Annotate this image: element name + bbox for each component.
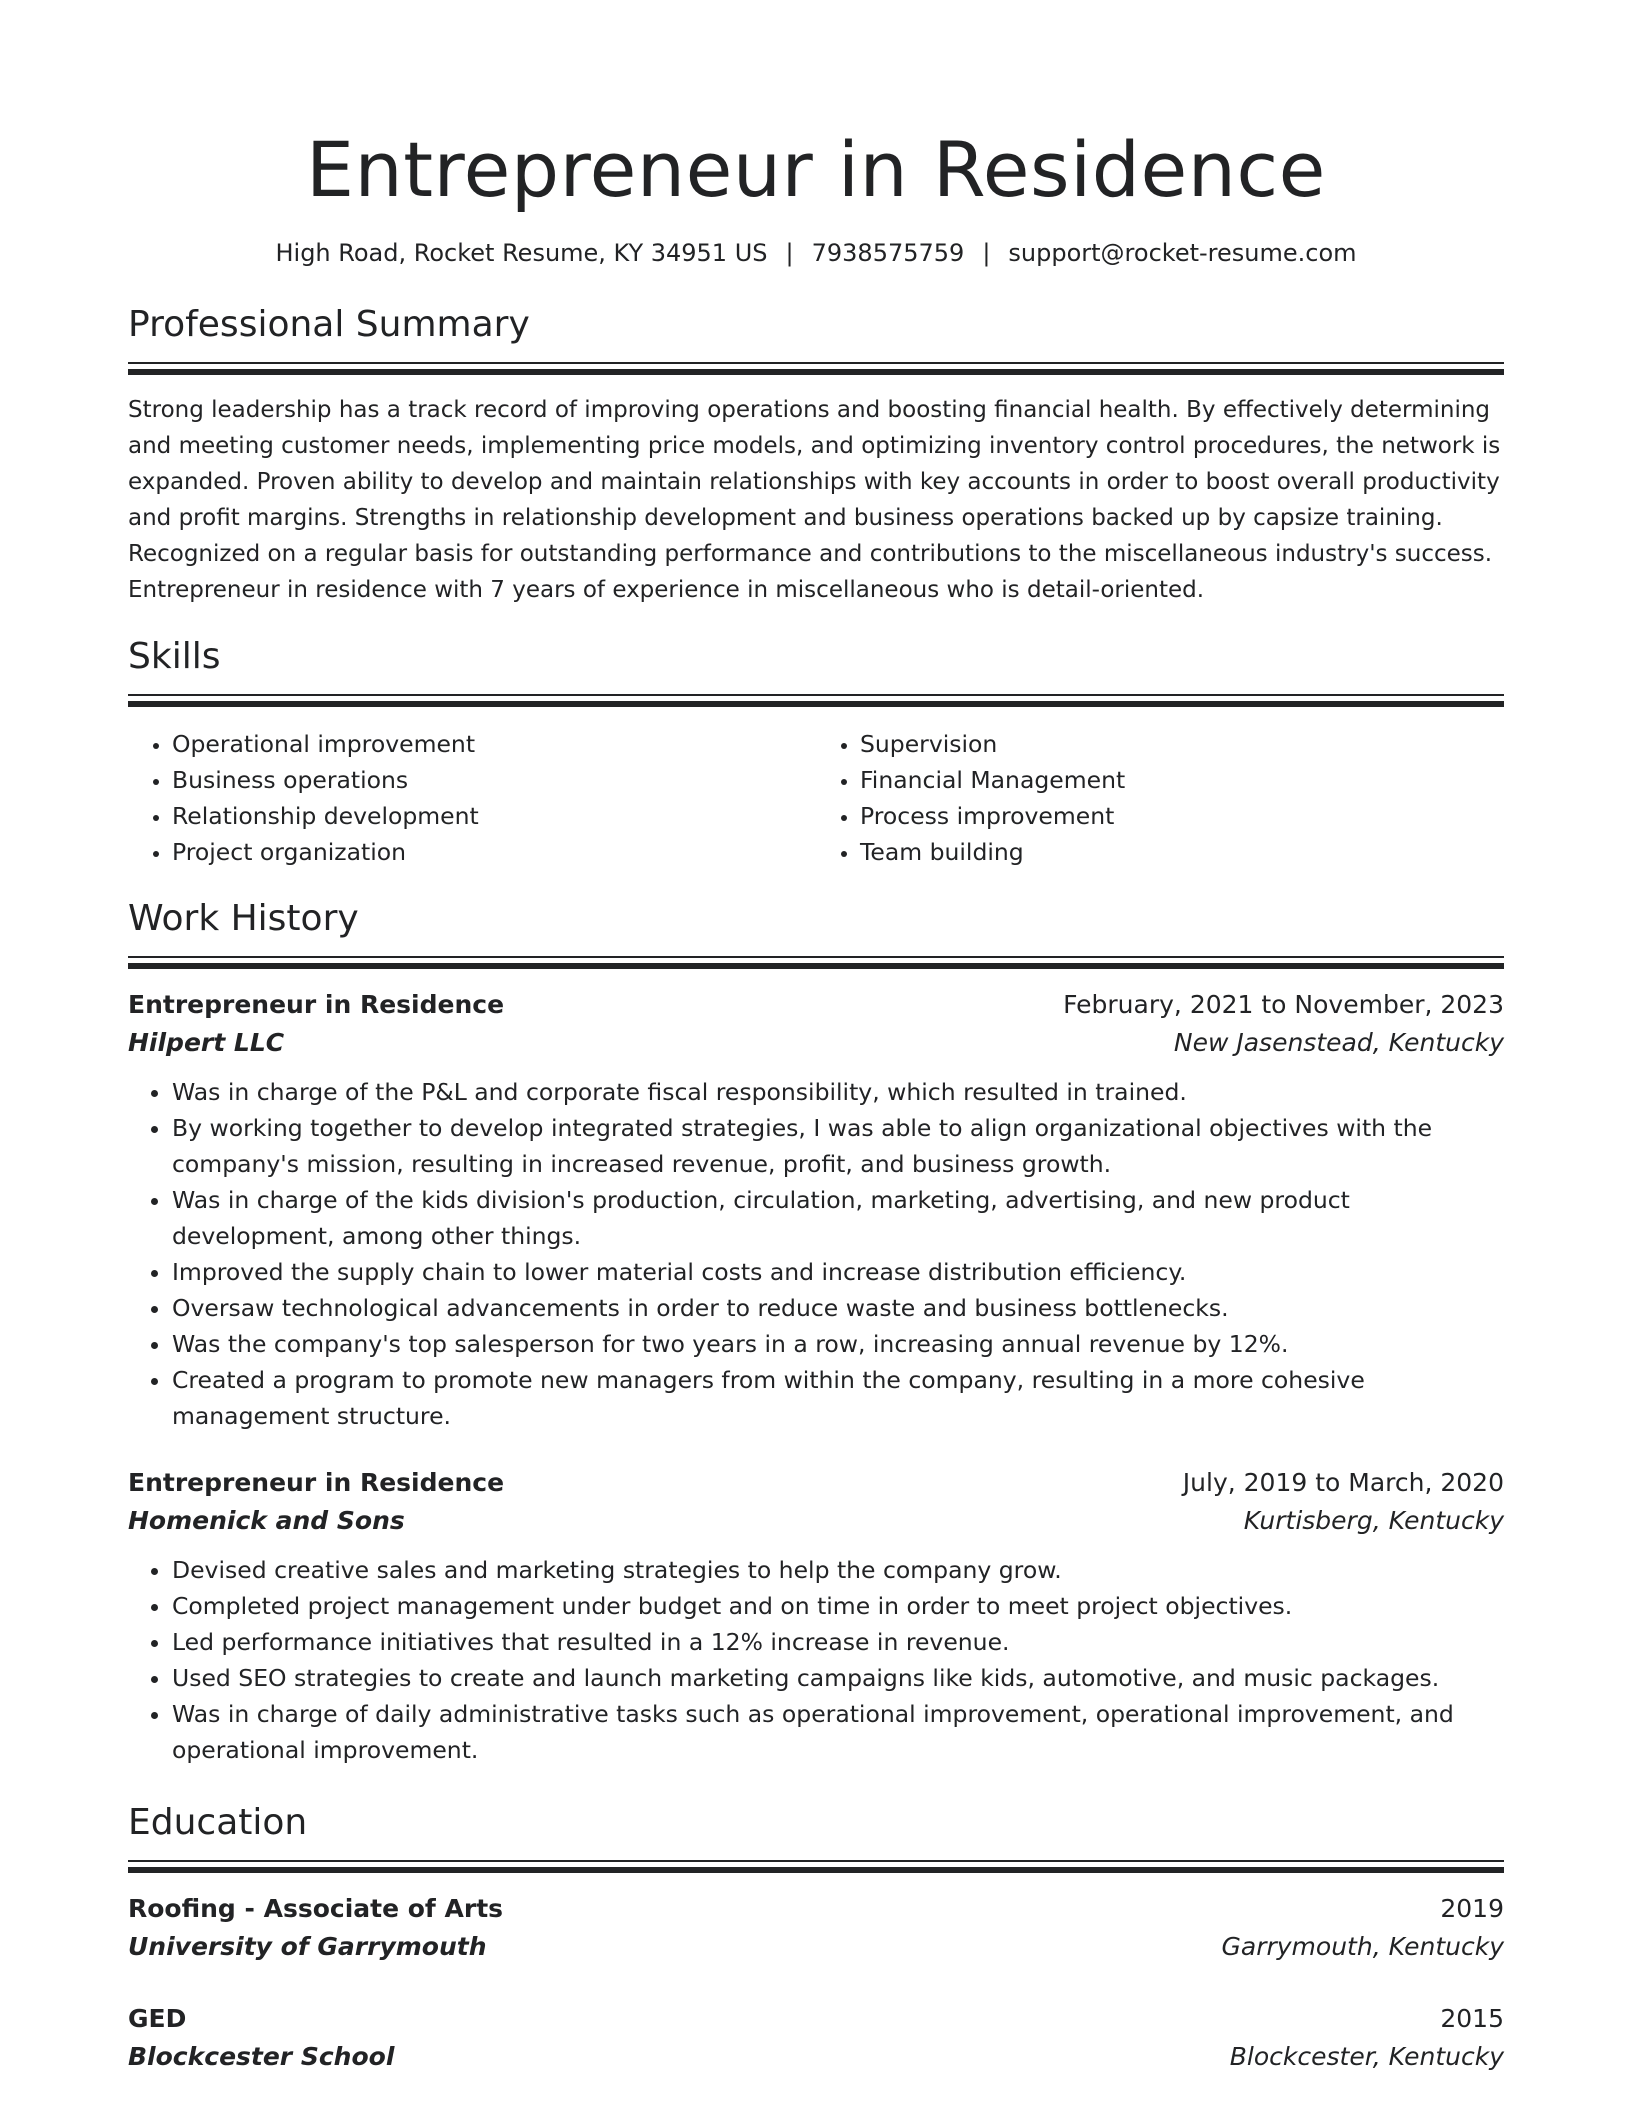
skills-heading: Skills: [128, 636, 221, 677]
job-bullet: • Completed project management under budget and on time in order to meet project objectives.: [172, 1588, 1504, 1624]
skill-item: • Operational improvement: [172, 726, 816, 762]
section-divider: [128, 1860, 1504, 1876]
skill-item: • Relationship development: [172, 798, 816, 834]
education-school: University of Garrymouth: [128, 1932, 487, 1961]
skill-item: • Financial Management: [860, 762, 1504, 798]
education-year: 2019: [1440, 1894, 1504, 1923]
skill-item: • Business operations: [172, 762, 816, 798]
skills-section: [128, 634, 1504, 870]
summary-section: [128, 302, 1504, 608]
job-bullet: • Devised creative sales and marketing strategies to help the company grow.: [172, 1552, 1504, 1588]
contact-separator: |: [785, 239, 794, 267]
education-entry: [128, 1890, 1504, 1966]
job-entry: [128, 1464, 1504, 1768]
summary-text: Strong leadership has a track record of improving operations and boosting financial health. By effectively determining and meeting customer needs, implementing price models, and optimizing inventory control procedures, the network is expanded. Proven ability to develop and maintain relationships with key accounts in order to boost overall productivity and profit margins. Strengths in relationship development and business operations backed up by capsize training. Recognized on a regular basis for outstanding performance and contributions to the miscellaneous industry's success. Entrepreneur in residence with 7 years of experience in miscellaneous who is detail-oriented.: [128, 397, 1501, 603]
education-school-row: [128, 1928, 1504, 1966]
work-heading: Work History: [128, 898, 359, 939]
skill-item: • Project organization: [172, 834, 816, 870]
job-dates: February, 2021 to November, 2023: [1063, 990, 1504, 1019]
education-section: [128, 1800, 1504, 2076]
skills-left-list: [128, 726, 816, 870]
contact-phone: 7938575759: [811, 239, 965, 267]
candidate-name: Entrepreneur in Residence: [306, 125, 1326, 214]
education-degree: Roofing - Associate of Arts: [128, 1894, 504, 1923]
job-title: Entrepreneur in Residence: [128, 990, 505, 1019]
job-bullet: • Led performance initiatives that resulted in a 12% increase in revenue.: [172, 1624, 1504, 1660]
skills-columns: [128, 726, 1504, 870]
education-year: 2015: [1440, 2004, 1504, 2033]
skills-right-list: [816, 726, 1504, 870]
section-divider: [128, 956, 1504, 972]
job-bullet: • Was in charge of the P&L and corporate fiscal responsibility, which resulted in trained.: [172, 1074, 1504, 1110]
job-bullet: • Improved the supply chain to lower material costs and increase distribution efficiency.: [172, 1254, 1504, 1290]
education-location: Garrymouth, Kentucky: [1221, 1932, 1504, 1961]
summary-heading: Professional Summary: [128, 304, 530, 345]
job-bullets: [128, 1074, 1504, 1434]
education-school-row: [128, 2038, 1504, 2076]
job-bullet: • Created a program to promote new managers from within the company, resulting in a more cohesive management structure.: [172, 1362, 1504, 1434]
contact-separator: |: [982, 239, 991, 267]
resume-page: [128, 0, 1504, 2076]
education-school: Blockcester School: [128, 2042, 395, 2071]
skill-item: • Team building: [860, 834, 1504, 870]
job-company-row: [128, 1024, 1504, 1062]
education-degree: GED: [128, 2004, 187, 2033]
work-section: [128, 896, 1504, 1768]
job-bullet: • Was in charge of the kids division's production, circulation, marketing, advertising, and new product development, among other things.: [172, 1182, 1504, 1254]
job-location: New Jasenstead, Kentucky: [1173, 1028, 1504, 1057]
section-divider: [128, 694, 1504, 710]
job-bullet: • Was in charge of daily administrative tasks such as operational improvement, operational improvement, and operational improvement.: [172, 1696, 1504, 1768]
skill-item: • Supervision: [860, 726, 1504, 762]
education-heading: Education: [128, 1802, 308, 1843]
job-bullet: • Used SEO strategies to create and launch marketing campaigns like kids, automotive, and music packages.: [172, 1660, 1504, 1696]
contact-address: High Road, Rocket Resume, KY 34951 US: [275, 239, 768, 267]
job-company: Hilpert LLC: [128, 1028, 285, 1057]
contact-email: support@rocket-resume.com: [1008, 239, 1357, 267]
job-title: Entrepreneur in Residence: [128, 1468, 505, 1497]
job-bullet: • By working together to develop integrated strategies, I was able to align organizational objectives with the company's mission, resulting in increased revenue, profit, and business growth.: [172, 1110, 1504, 1182]
job-dates: July, 2019 to March, 2020: [1182, 1468, 1504, 1497]
education-header-row: [128, 1890, 1504, 1928]
contact-line: [128, 238, 1504, 268]
section-divider: [128, 362, 1504, 378]
education-entry: [128, 2000, 1504, 2076]
job-header-row: [128, 1464, 1504, 1502]
job-location: Kurtisberg, Kentucky: [1243, 1506, 1504, 1535]
skill-item: • Process improvement: [860, 798, 1504, 834]
job-bullet: • Was the company's top salesperson for two years in a row, increasing annual revenue by 12%.: [172, 1326, 1504, 1362]
job-bullets: [128, 1552, 1504, 1768]
education-location: Blockcester, Kentucky: [1229, 2042, 1504, 2071]
job-company-row: [128, 1502, 1504, 1540]
job-bullet: • Oversaw technological advancements in order to reduce waste and business bottlenecks.: [172, 1290, 1504, 1326]
job-header-row: [128, 986, 1504, 1024]
education-header-row: [128, 2000, 1504, 2038]
job-entry: [128, 986, 1504, 1434]
job-company: Homenick and Sons: [128, 1506, 405, 1535]
